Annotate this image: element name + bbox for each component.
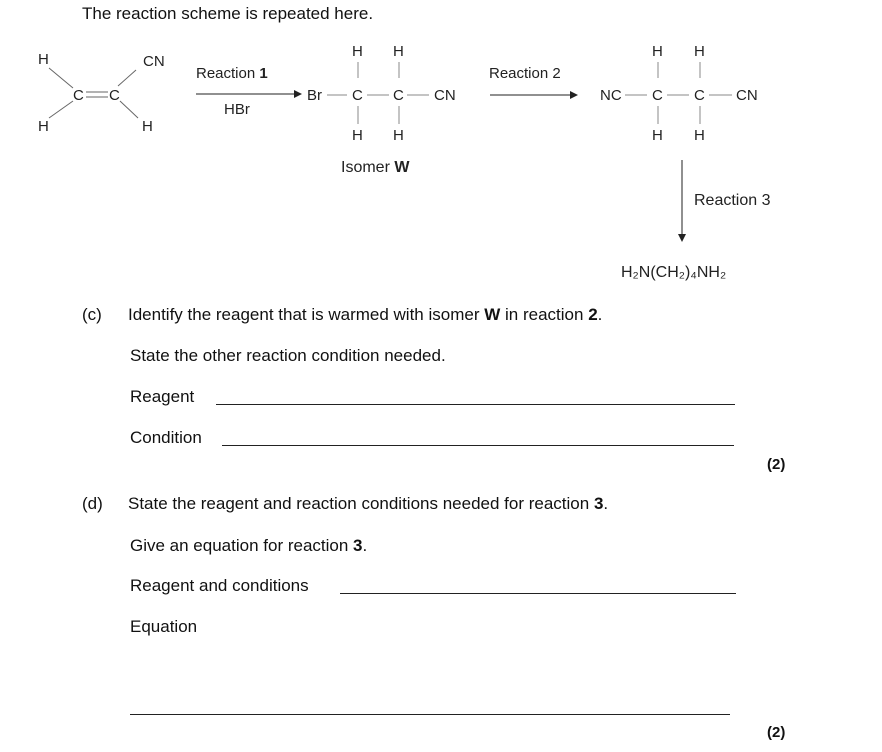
part-c-marks: (2) [767, 456, 786, 473]
reaction1-label: Reaction 1 [196, 65, 268, 82]
reaction-scheme [0, 0, 882, 300]
atom-cn: CN [434, 87, 456, 104]
bond [118, 70, 136, 86]
condition-answer-line[interactable] [222, 445, 734, 446]
reaction3-label: Reaction 3 [694, 192, 771, 209]
part-d-label: (d) [82, 494, 103, 513]
reaction3-arrowhead [678, 234, 686, 242]
atom-h-topleft: H [38, 51, 49, 68]
bond [49, 68, 73, 88]
atom-c: C [393, 87, 404, 104]
reaction2-label: Reaction 2 [489, 65, 561, 82]
atom-h: H [694, 43, 705, 60]
atom-c-right: C [109, 87, 120, 104]
isomer-label: Isomer W [341, 159, 410, 176]
atom-h-bottomleft: H [38, 118, 49, 135]
atom-h: H [652, 43, 663, 60]
part-c-question: Identify the reagent that is warmed with isomer W in reaction 2. [128, 305, 603, 324]
part-d-marks: (2) [767, 724, 786, 741]
atom-h: H [393, 127, 404, 144]
condition-label: Condition [130, 428, 202, 447]
reaction1-reagent: HBr [224, 101, 250, 118]
reagent-label: Reagent [130, 387, 195, 406]
reagent-conditions-answer-line[interactable] [340, 593, 736, 594]
part-d-question: State the reagent and reaction conditions needed for reaction 3. [128, 494, 609, 513]
reaction1-arrowhead [294, 90, 302, 98]
intro-text: The reaction scheme is repeated here. [82, 4, 374, 23]
atom-h: H [652, 127, 663, 144]
final-product: H₂N(CH₂)₄NH₂ [621, 264, 727, 281]
atom-h: H [393, 43, 404, 60]
part-c-label: (c) [82, 305, 102, 324]
atom-c: C [352, 87, 363, 104]
atom-h: H [352, 43, 363, 60]
atom-c: C [694, 87, 705, 104]
atom-h: H [352, 127, 363, 144]
equation-answer-line[interactable] [130, 714, 730, 715]
atom-h: H [694, 127, 705, 144]
atom-cn-top: CN [143, 53, 165, 70]
bond [120, 101, 138, 118]
bond [49, 101, 73, 118]
reagent-conditions-label: Reagent and conditions [130, 576, 309, 595]
reagent-answer-line[interactable] [216, 404, 735, 405]
reaction2-arrowhead [570, 91, 578, 99]
atom-br: Br [307, 87, 322, 104]
atom-c-left: C [73, 87, 84, 104]
atom-c: C [652, 87, 663, 104]
atom-h-bottomright: H [142, 118, 153, 135]
atom-nc: NC [600, 87, 622, 104]
equation-label: Equation [130, 617, 198, 636]
part-c-condition-question: State the other reaction condition needed. [130, 346, 446, 365]
atom-cn: CN [736, 87, 758, 104]
part-d-equation-question: Give an equation for reaction 3. [130, 536, 368, 555]
